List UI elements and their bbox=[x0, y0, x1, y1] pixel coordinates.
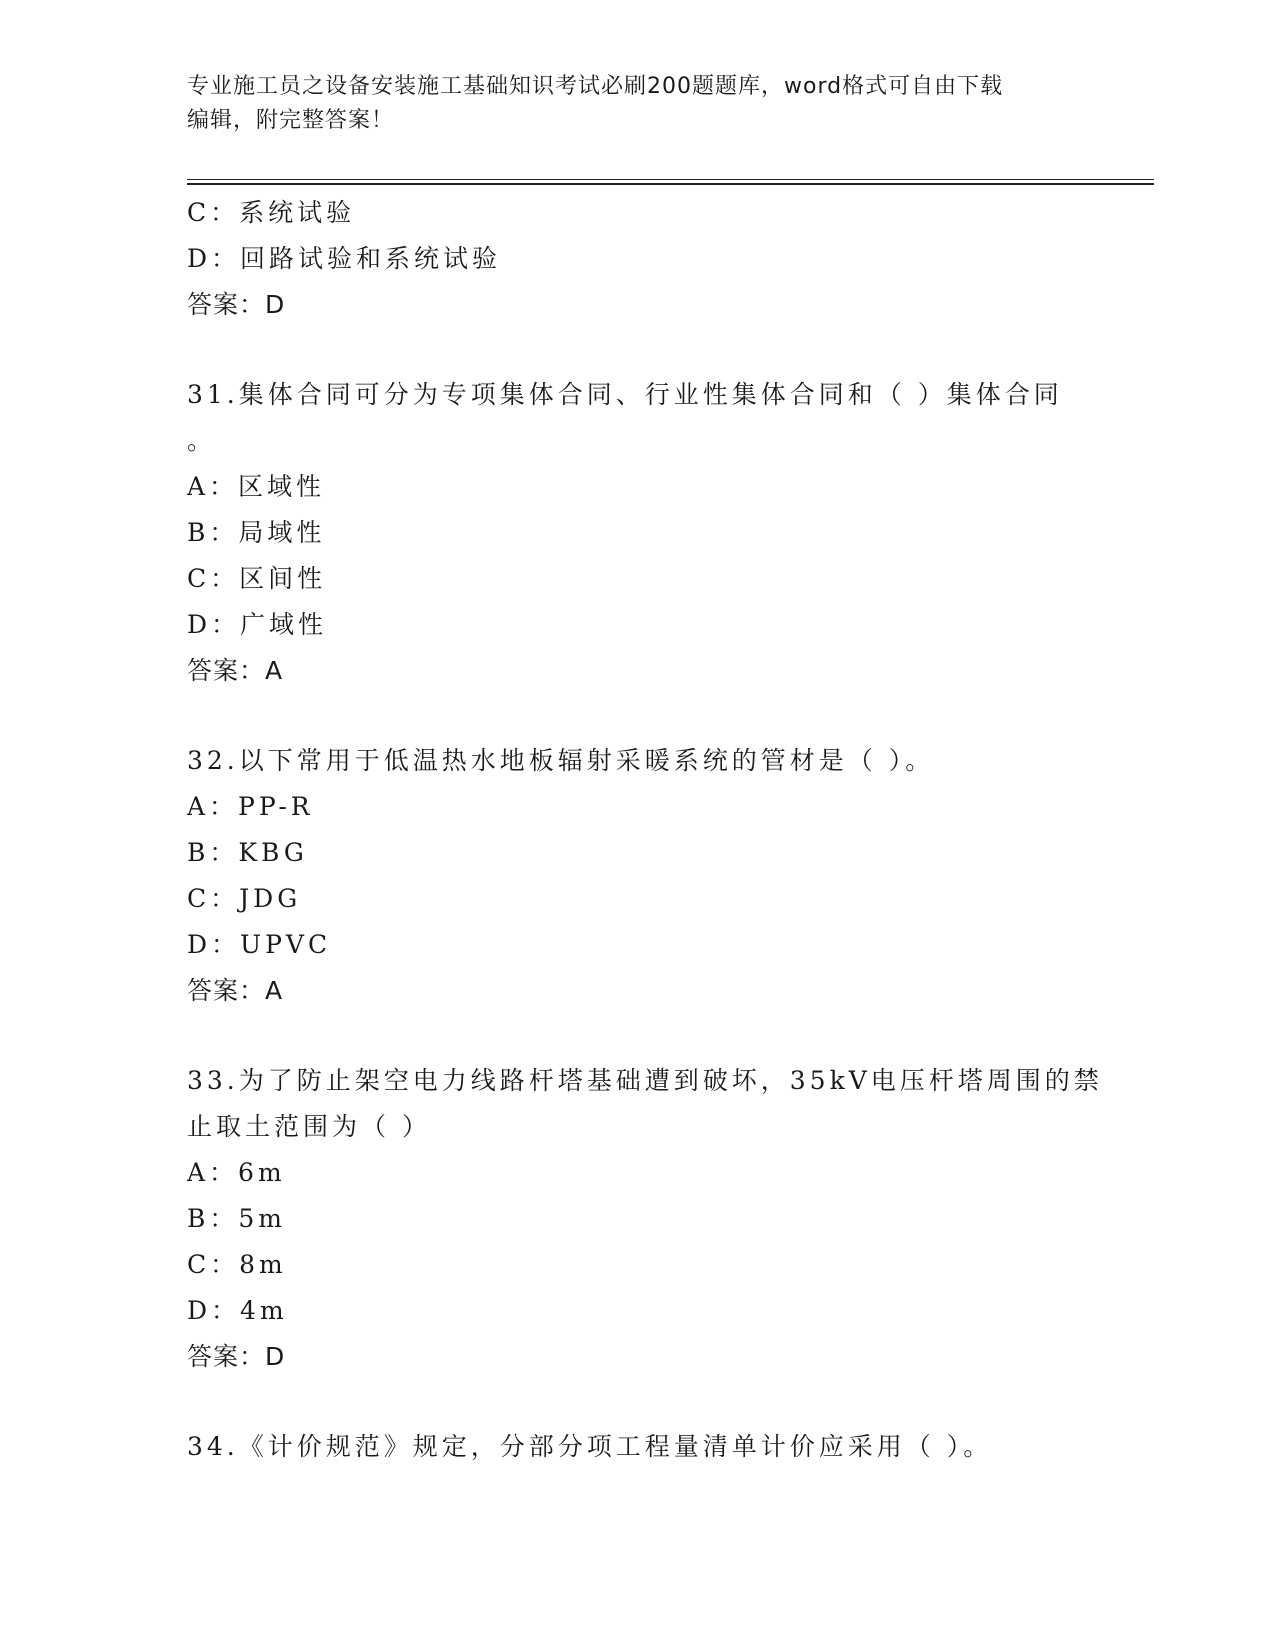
question-30-tail bbox=[187, 190, 1087, 328]
option-a: A：区域性 bbox=[187, 472, 326, 501]
option-a: A：PP-R bbox=[187, 792, 314, 821]
answer-line: 答案：D bbox=[187, 290, 286, 319]
header-divider-thick bbox=[187, 183, 1154, 185]
header-line-1: 专业施工员之设备安装施工基础知识考试必刷200题题库，word格式可自由下载 bbox=[187, 74, 1004, 99]
question-31 bbox=[187, 372, 1087, 694]
option-b: B：局域性 bbox=[187, 518, 326, 547]
question-stem-cont: 。 bbox=[187, 426, 217, 455]
answer-line: 答案：D bbox=[187, 1342, 286, 1371]
question-34 bbox=[187, 1424, 1087, 1470]
option-b: B：KBG bbox=[187, 838, 308, 867]
option-c: C：系统试验 bbox=[187, 198, 356, 227]
question-stem: 33.为了防止架空电力线路杆塔基础遭到破坏，35kV电压杆塔周围的禁 bbox=[187, 1066, 1103, 1095]
option-d: D：广域性 bbox=[187, 610, 328, 639]
question-32 bbox=[187, 738, 1087, 1014]
option-d: D：4m bbox=[187, 1296, 288, 1325]
question-stem: 34.《计价规范》规定，分部分项工程量清单计价应采用（ ）。 bbox=[187, 1432, 993, 1461]
header-divider-thin bbox=[187, 179, 1154, 180]
question-stem: 31.集体合同可分为专项集体合同、行业性集体合同和（ ）集体合同 bbox=[187, 380, 1063, 409]
document-header bbox=[187, 70, 1087, 138]
answer-line: 答案：A bbox=[187, 656, 284, 685]
option-d: D：UPVC bbox=[187, 930, 332, 959]
option-c: C：JDG bbox=[187, 884, 302, 913]
question-33 bbox=[187, 1058, 1103, 1380]
option-c: C：区间性 bbox=[187, 564, 327, 593]
option-b: B：5m bbox=[187, 1204, 286, 1233]
option-a: A：6m bbox=[187, 1158, 286, 1187]
option-d: D：回路试验和系统试验 bbox=[187, 244, 502, 273]
question-stem-cont: 止取土范围为（ ） bbox=[187, 1112, 431, 1141]
header-line-2: 编辑，附完整答案！ bbox=[187, 108, 395, 133]
question-stem: 32.以下常用于低温热水地板辐射采暖系统的管材是（ ）。 bbox=[187, 746, 935, 775]
option-c: C：8m bbox=[187, 1250, 287, 1279]
question-list bbox=[187, 190, 1103, 1470]
answer-line: 答案：A bbox=[187, 976, 284, 1005]
